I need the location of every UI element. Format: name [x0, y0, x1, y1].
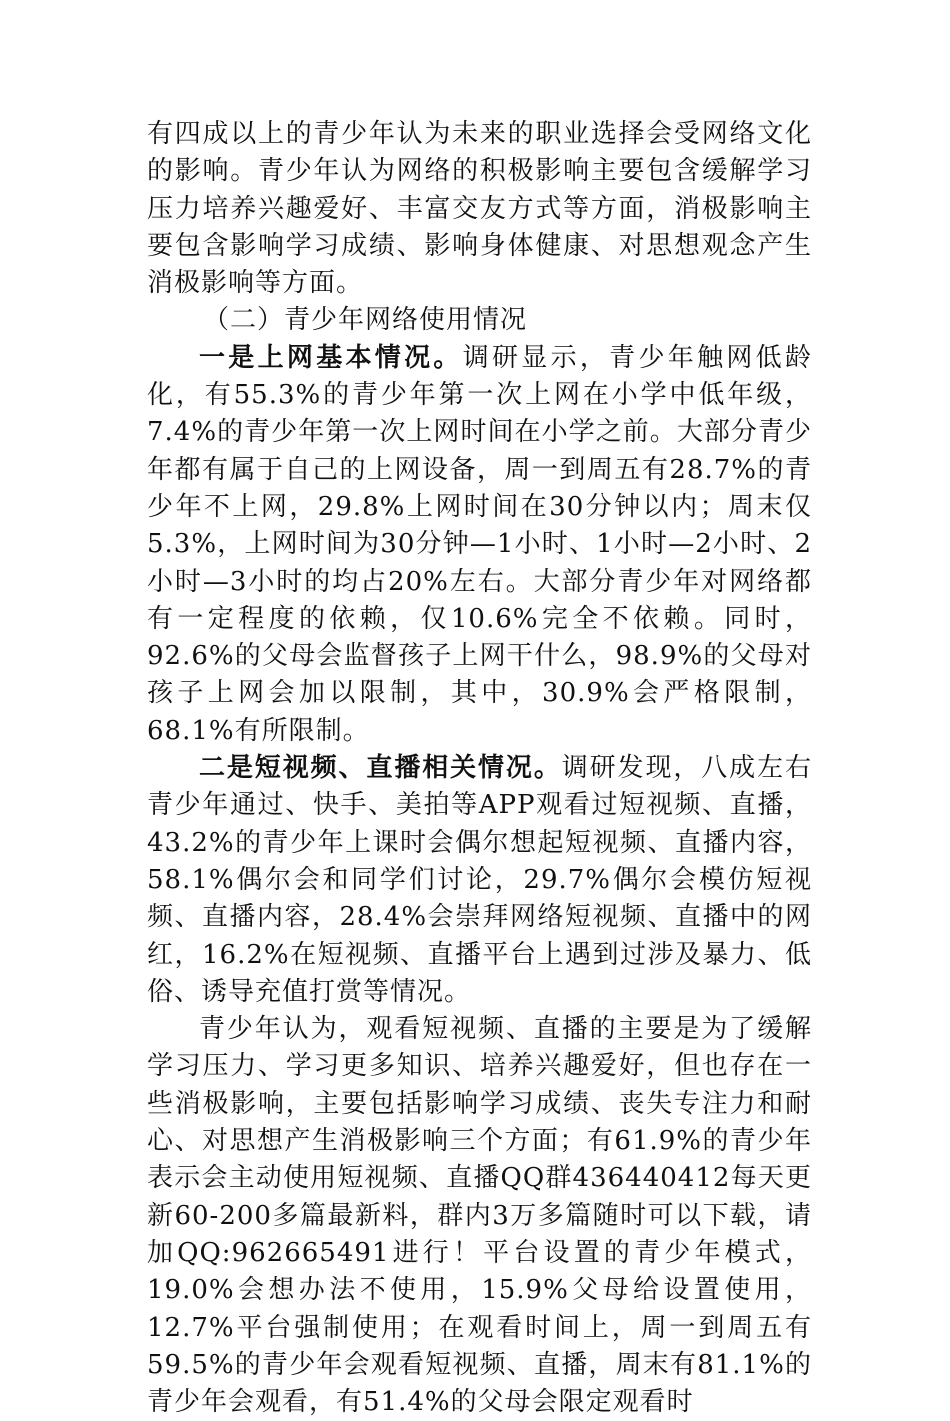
paragraph-body-short-video: 调研发现，八成左右青少年通过、快手、美拍等APP观看过短视频、直播，43.2%的青少年上课时会偶尔想起短视频、直播内容，58.1%偶尔会和同学们讨论，29.7%偶尔会模仿短视频、直播内容，28.4%会崇拜网络短视频、直播中的网红，16.2%在短视频、直播平台上遇到过涉及暴力、低俗、诱导充值打赏等情况。: [147, 753, 812, 1007]
paragraph-youth-views: 青少年认为，观看短视频、直播的主要是为了缓解学习压力、学习更多知识、培养兴趣爱好，但也存在一些消极影响，主要包括影响学习成绩、丧失专注力和耐心、对思想产生消极影响三个方面；有61.9%的青少年表示会主动使用短视频、直播QQ群436440412每天更新60-200多篇最新料，群内3万多篇随时可以下载，请加QQ:962665491进行！平台设置的青少年模式，19.0%会想办法不使用，15.9%父母给设置使用，12.7%平台强制使用；在观看时间上，周一到周五有59.5%的青少年会观看短视频、直播，周末有81.1%的青少年会观看，有51.4%的父母会限定观看时: [147, 1014, 812, 1418]
paragraph-lead-internet-basics: 一是上网基本情况。: [199, 342, 463, 373]
document-body: [147, 116, 812, 1421]
section-heading: （二）青少年网络使用情况: [203, 305, 528, 336]
paragraph-body-internet-basics: 调研显示，青少年触网低龄化，有55.3%的青少年第一次上网在小学中低年级，7.4%的青少年第一次上网时间在小学之前。大部分青少年都有属于自己的上网设备，周一到周五有28.7%的青少年不上网，29.8%上网时间在30分钟以内；周末仅5.3%，上网时间为30分钟—1小时、1小时—2小时、2小时—3小时的均占20%左右。大部分青少年对网络都有一定程度的依赖，仅10.6%完全不依赖。同时，92.6%的父母会监督孩子上网干什么，98.9%的父母对孩子上网会加以限制，其中，30.9%会严格限制，68.1%有所限制。: [147, 342, 812, 746]
paragraph-internet-basics: [147, 340, 812, 750]
paragraph-short-video: [147, 750, 812, 1011]
paragraph-lead-short-video: 二是短视频、直播相关情况。: [199, 753, 562, 784]
paragraph-continuation: 有四成以上的青少年认为未来的职业选择会受网络文化的影响。青少年认为网络的积极影响主要包含缓解学习压力培养兴趣爱好、丰富交友方式等方面，消极影响主要包含影响学习成绩、影响身体健康、对思想观念产生消极影响等方面。: [147, 119, 812, 299]
